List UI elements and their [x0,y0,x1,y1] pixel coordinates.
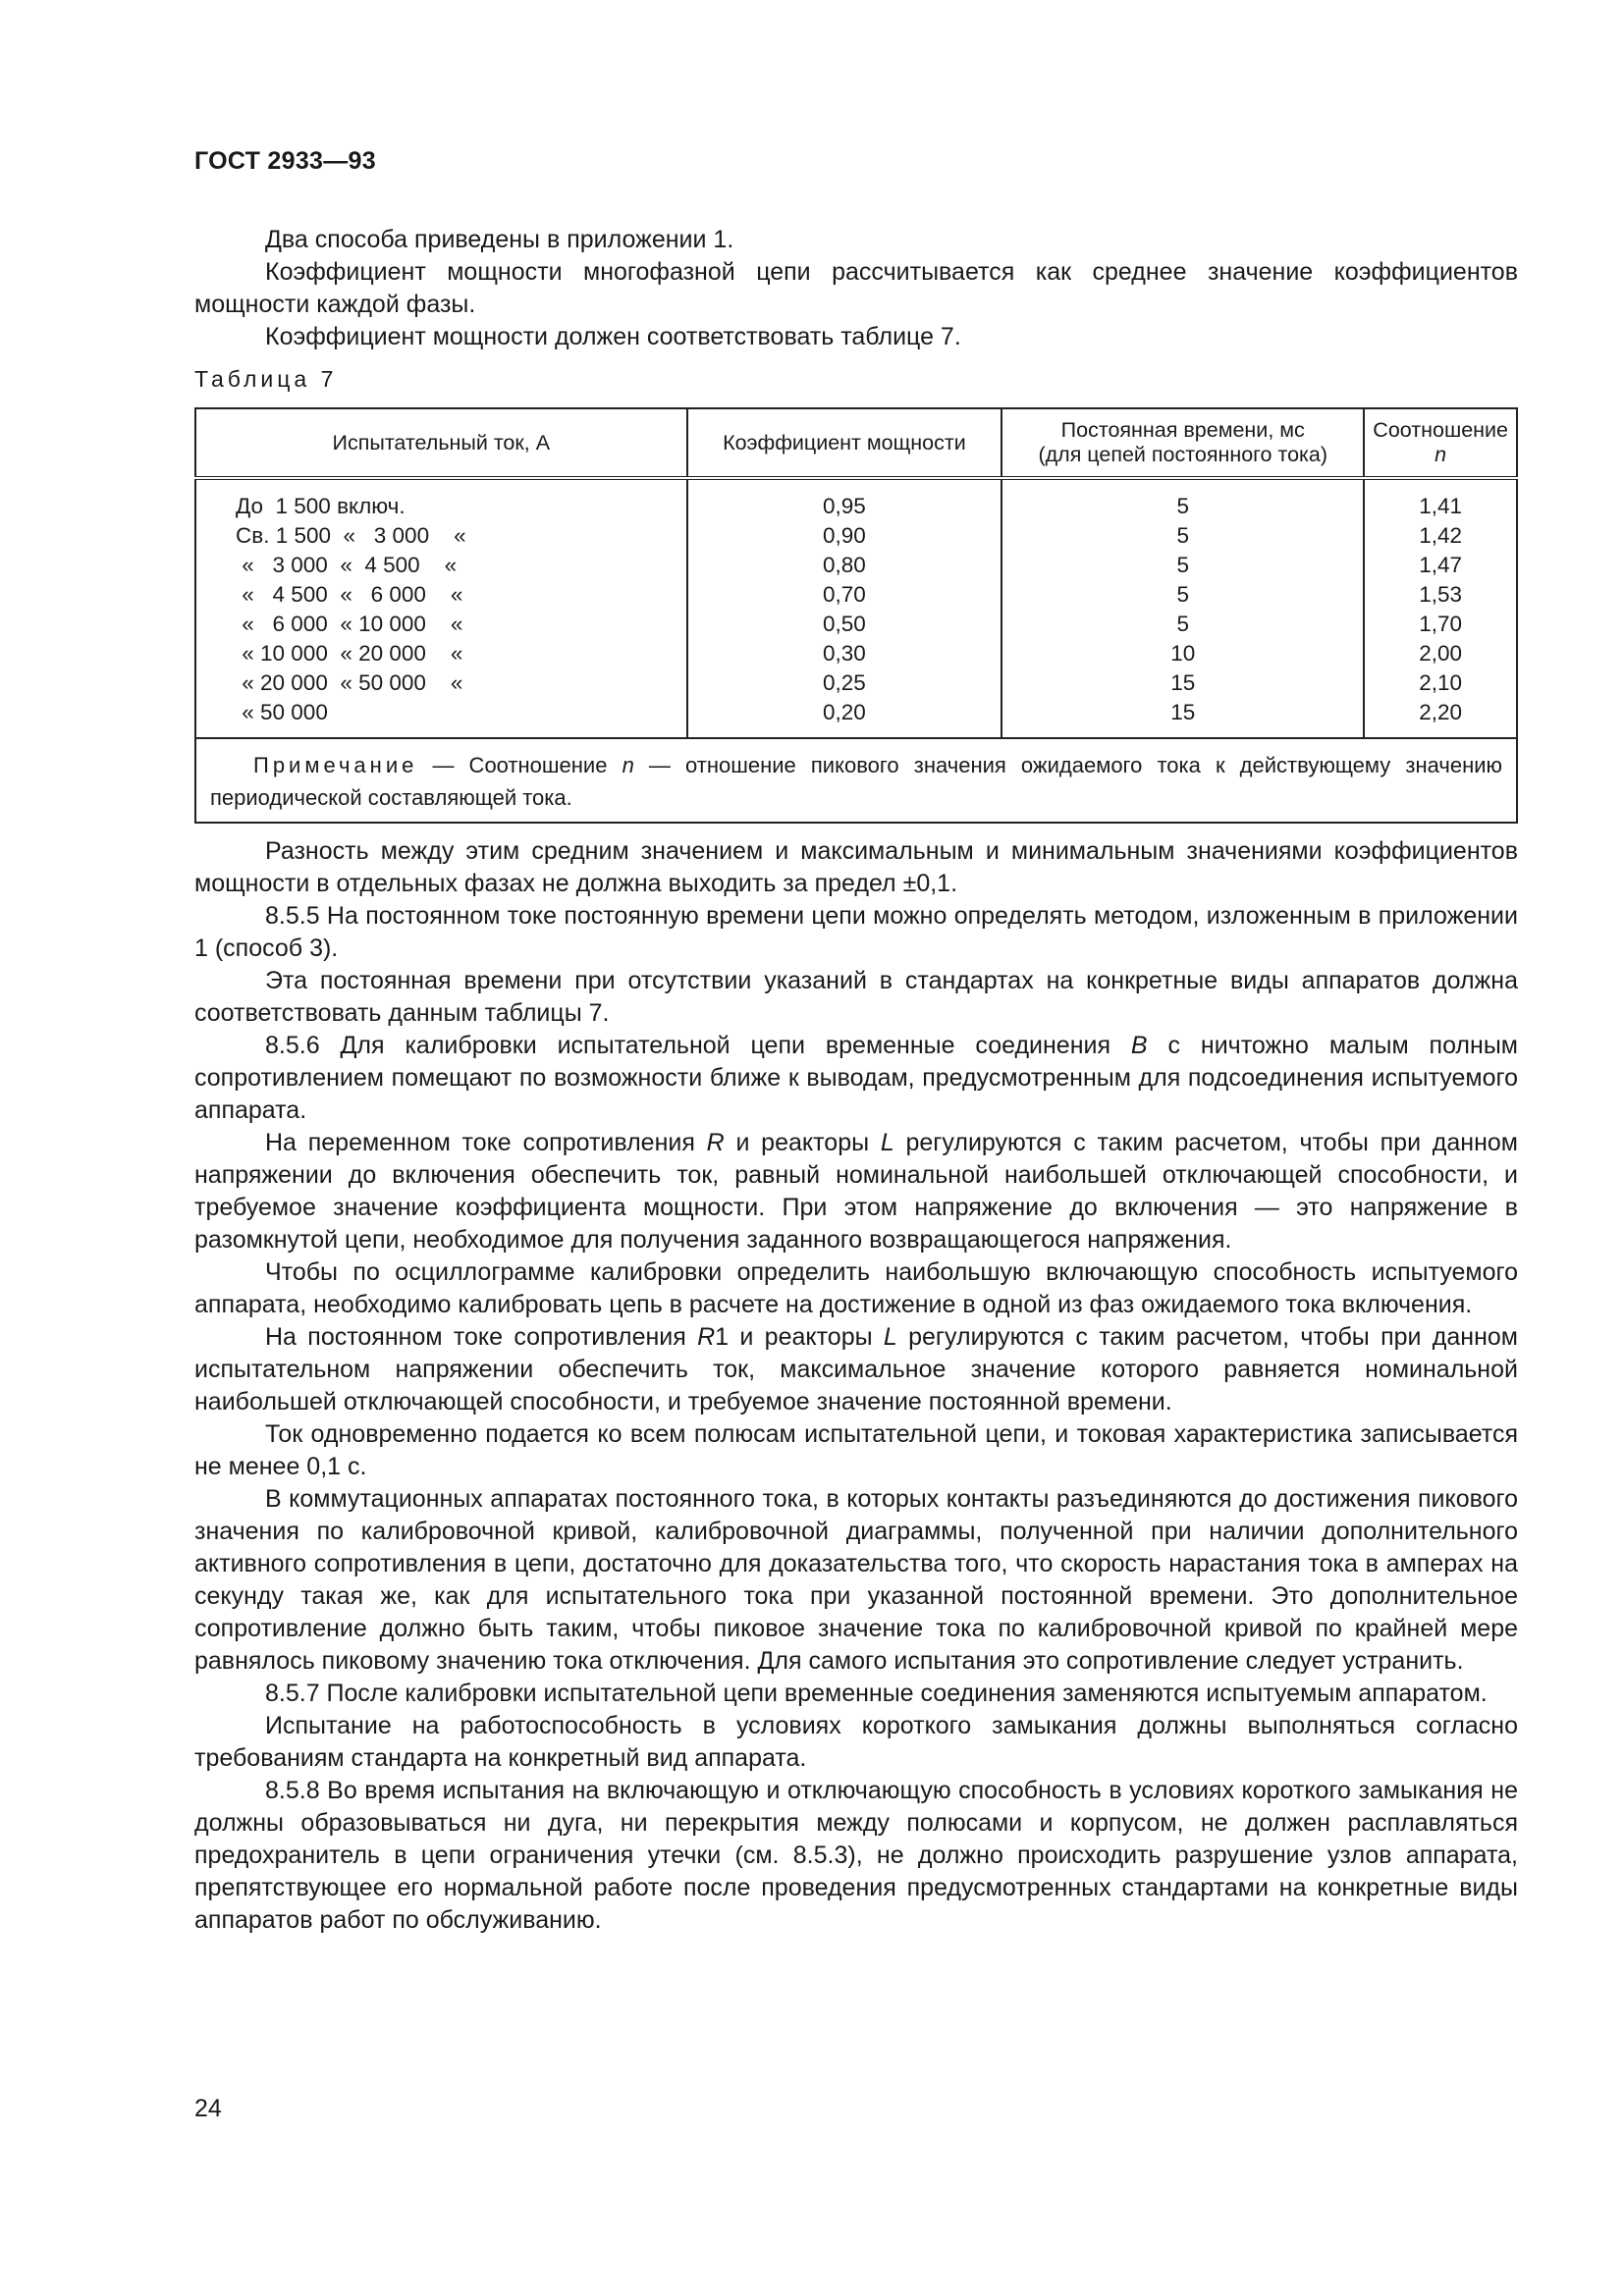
page-number: 24 [194,2095,222,2122]
cell-ratio: 2,00 [1419,641,1463,666]
cell-current: « 50 000 [236,700,328,724]
table-caption: Таблица 7 [194,366,338,392]
text-run: и реакторы [724,1129,881,1156]
table-note [195,738,1517,823]
cell-current: До 1 500 включ. [236,494,406,518]
note-text: — отношение пикового значения ожидаемого тока к действующему значению периодической составляющей тока. [210,753,1503,810]
cell-time-constant: 5 [1176,553,1189,577]
cell-time-constant: 5 [1176,494,1189,518]
text-run: регулируются с таким расчетом, чтобы при данном напряжении до включения обеспечить ток, равный номинальной наибольшей отключающей способности, и требуемое значение коэффициента мощности. При этом напряжение до включения — это напряжение в разомкнутой цепи, необходимое для получения заданного возвращающегося напряжения. [194,1129,1518,1254]
paragraph: Чтобы по осциллограмме калибровки определить наибольшую включающую способность испытуемого аппарата, необходимо калибровать цепь в расчете на достижение в одной из фаз ожидаемого тока включения. [194,1258,1518,1318]
cell-ratio: 1,41 [1419,494,1463,518]
paragraph [194,1321,1518,1418]
paragraph: Испытание на работоспособность в условиях короткого замыкания должны выполняться согласно требованиям стандарта на конкретный вид аппарата. [194,1712,1518,1772]
table-header-row [195,408,1517,478]
cell-ratio: 2,20 [1419,700,1463,724]
cell-time-constant: 5 [1176,582,1189,607]
column-power-factor [687,478,1002,738]
header-current: Испытательный ток, А [195,408,687,478]
cell-current: « 3 000 « 4 500 « [236,553,458,577]
cell-time-constant: 15 [1170,670,1196,695]
cell-power-factor: 0,70 [823,582,866,607]
header-time-constant-line1: Постоянная времени, мс [1060,418,1305,442]
text-run: На переменном токе сопротивления [265,1129,707,1156]
symbol-l: L [883,1323,897,1351]
cell-time-constant: 15 [1170,700,1196,724]
paragraph: Эта постоянная времени при отсутствии указаний в стандартах на конкретные виды аппаратов должна соответствовать данным таблицы 7. [194,967,1518,1027]
cell-ratio: 1,53 [1419,582,1463,607]
table-note-row [195,738,1517,823]
note-label: Примечание [253,753,418,777]
paragraph: Разность между этим средним значением и максимальным и минимальным значениями коэффициентов мощности в отдельных фазах не должна выходить за предел ±0,1. [194,837,1518,897]
cell-ratio: 1,47 [1419,553,1463,577]
cell-current: « 6 000 « 10 000 « [236,612,463,636]
text-run: с ничтожно малым полным сопротивлением помещают по возможности ближе к выводам, предусмотренным для подсоединения испытуемого аппарата. [194,1032,1518,1124]
cell-time-constant: 10 [1170,641,1196,666]
text-run: На постоянном токе сопротивления [265,1323,698,1351]
header-time-constant [1001,408,1364,478]
symbol-r: R [706,1129,725,1156]
paragraph: Ток одновременно подается ко всем полюсам испытательной цепи, и токовая характеристика записывается не менее 0,1 с. [194,1420,1518,1480]
cell-ratio: 1,42 [1419,523,1463,548]
cell-power-factor: 0,50 [823,612,866,636]
paragraph-8-5-5: 8.5.5 На постоянном токе постоянную времени цепи можно определять методом, изложенным в приложении 1 (способ 3). [194,902,1518,962]
column-time-constant [1001,478,1364,738]
paragraph [194,1127,1518,1256]
paragraph: Коэффициент мощности должен соответствовать таблице 7. [265,323,961,350]
table-7 [194,407,1518,824]
symbol-l: L [880,1129,894,1156]
symbol-b: B [1130,1032,1148,1059]
column-current [195,478,687,738]
header-power-factor: Коэффициент мощности [687,408,1002,478]
cell-time-constant: 5 [1176,523,1189,548]
paragraph-8-5-7: 8.5.7 После калибровки испытательной цепи временные соединения заменяются испытуемым аппаратом. [265,1680,1488,1707]
cell-power-factor: 0,95 [823,494,866,518]
page-content [194,224,1518,1937]
cell-power-factor: 0,30 [823,641,866,666]
document-header: ГОСТ 2933—93 [194,147,376,175]
header-ratio-label: Соотношение [1373,418,1508,442]
header-ratio [1364,408,1517,478]
header-ratio-symbol: n [1435,443,1447,466]
table-data-row [195,478,1517,738]
cell-time-constant: 5 [1176,612,1189,636]
cell-power-factor: 0,20 [823,700,866,724]
cell-ratio: 2,10 [1419,670,1463,695]
header-time-constant-line2: (для цепей постоянного тока) [1038,443,1328,466]
paragraph: Коэффициент мощности многофазной цепи рассчитывается как среднее значение коэффициентов мощности каждой фазы. [194,258,1518,318]
cell-current: « 4 500 « 6 000 « [236,582,463,607]
symbol-r-index: 1 [715,1323,730,1351]
paragraph-8-5-6 [194,1030,1518,1127]
text-run: 8.5.6 Для калибровки испытательной цепи временные соединения [265,1032,1131,1059]
note-dash: — Соотношение [417,753,623,777]
paragraph-8-5-8: 8.5.8 Во время испытания на включающую и отключающую способность в условиях короткого замыкания не должны образовываться ни дуга, ни перекрытия между полюсами и корпусом, не должен расплавляться предохранитель в цепи ограничения утечки (см. 8.5.3), не должно происходить разрушение узлов аппарата, препятствующее его нормальной работе после проведения предусмотренных стандартами на конкретные виды аппаратов работ по обслуживанию. [194,1777,1518,1934]
cell-ratio: 1,70 [1419,612,1463,636]
text-run: регулируются с таким расчетом, чтобы при данном испытательном напряжении обеспечить ток, максимальное значение которого равняется номинальной наибольшей отключающей способности, и требуемое значение постоянной времени. [194,1323,1518,1415]
column-ratio [1364,478,1517,738]
symbol-r: R [697,1323,716,1351]
cell-power-factor: 0,25 [823,670,866,695]
cell-current: « 20 000 « 50 000 « [236,670,463,695]
text-run: и реакторы [729,1323,884,1351]
note-symbol: n [622,753,634,777]
cell-current: Св. 1 500 « 3 000 « [236,523,466,548]
cell-power-factor: 0,90 [823,523,866,548]
cell-current: « 10 000 « 20 000 « [236,641,463,666]
paragraph: В коммутационных аппаратах постоянного тока, в которых контакты разъединяются до достижения пикового значения по калибровочной кривой, калибровочной диаграммы, полученной при наличии дополнительного активного сопротивления в цепи, достаточно для доказательства того, что скорость нарастания тока в амперах на секунду такая же, как для испытательного тока при указанной постоянной времени. Это дополнительное сопротивление должно быть таким, чтобы пиковое значение тока по калибровочной кривой по крайней мере равнялось пиковому значению тока отключения. Для самого испытания это сопротивление следует устранить. [194,1485,1518,1675]
paragraph: Два способа приведены в приложении 1. [265,226,734,253]
cell-power-factor: 0,80 [823,553,866,577]
